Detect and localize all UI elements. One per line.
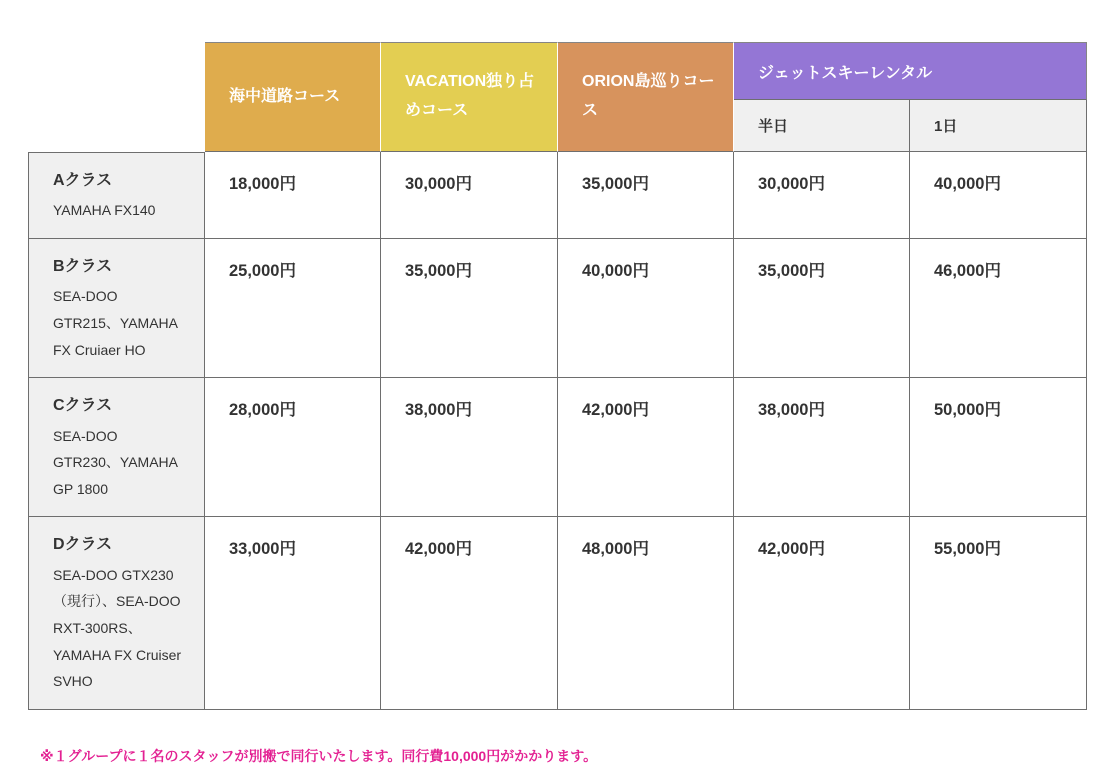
class-name: Cクラス [53,397,113,415]
price-cell: 50,000円 [910,378,1087,517]
price-cell: 25,000円 [205,239,381,378]
column-header-vacation-course: VACATION独り占めコース [381,42,558,152]
model-list: SEA-DOO GTR230、YAMAHA GP 1800 [53,427,178,497]
price-cell: 46,000円 [910,239,1087,378]
price-cell: 40,000円 [558,239,734,378]
row-header-class-b [28,239,205,378]
row-header-class-d [28,517,205,709]
price-cell: 30,000円 [734,152,910,239]
price-cell: 35,000円 [381,239,558,378]
class-name: Bクラス [53,257,113,275]
header-row-1 [28,42,1087,100]
corner-cell [28,42,205,152]
table-row-class-b [28,239,1087,378]
price-cell: 18,000円 [205,152,381,239]
price-cell: 42,000円 [558,378,734,517]
price-cell: 35,000円 [734,239,910,378]
price-cell: 33,000円 [205,517,381,709]
price-cell: 28,000円 [205,378,381,517]
row-header-class-a [28,152,205,239]
column-header-half-day: 半日 [734,100,910,152]
price-cell: 48,000円 [558,517,734,709]
column-header-orion-course: ORION島巡りコース [558,42,734,152]
column-group-jetski-rental: ジェットスキーレンタル [734,42,1087,100]
price-cell: 38,000円 [381,378,558,517]
class-name: Aクラス [53,172,113,189]
price-cell: 42,000円 [381,517,558,709]
price-cell: 30,000円 [381,152,558,239]
table-row-class-a [28,152,1087,239]
class-name: Dクラス [53,536,113,554]
table-row-class-c [28,378,1087,517]
price-cell: 42,000円 [734,517,910,709]
price-cell: 35,000円 [558,152,734,239]
footnote: ※１グループに１名のスタッフが別搬で同行いたします。同行費10,000円がかかります。 [40,747,598,764]
pricing-table [28,42,1087,710]
price-cell: 38,000円 [734,378,910,517]
row-header-class-c [28,378,205,517]
price-cell: 55,000円 [910,517,1087,709]
model-list: YAMAHA FX140 [53,202,156,219]
model-list: SEA-DOO GTR215、YAMAHA FX Cruiaer HO [53,288,178,358]
column-header-kaichu-course: 海中道路コース [205,42,381,152]
model-list: SEA-DOO GTX230（現行）、SEA-DOO RXT-300RS、YAMAHA FX Cruiser SVHO [53,566,182,690]
column-header-one-day: 1日 [910,100,1087,152]
table-row-class-d [28,517,1087,709]
price-cell: 40,000円 [910,152,1087,239]
